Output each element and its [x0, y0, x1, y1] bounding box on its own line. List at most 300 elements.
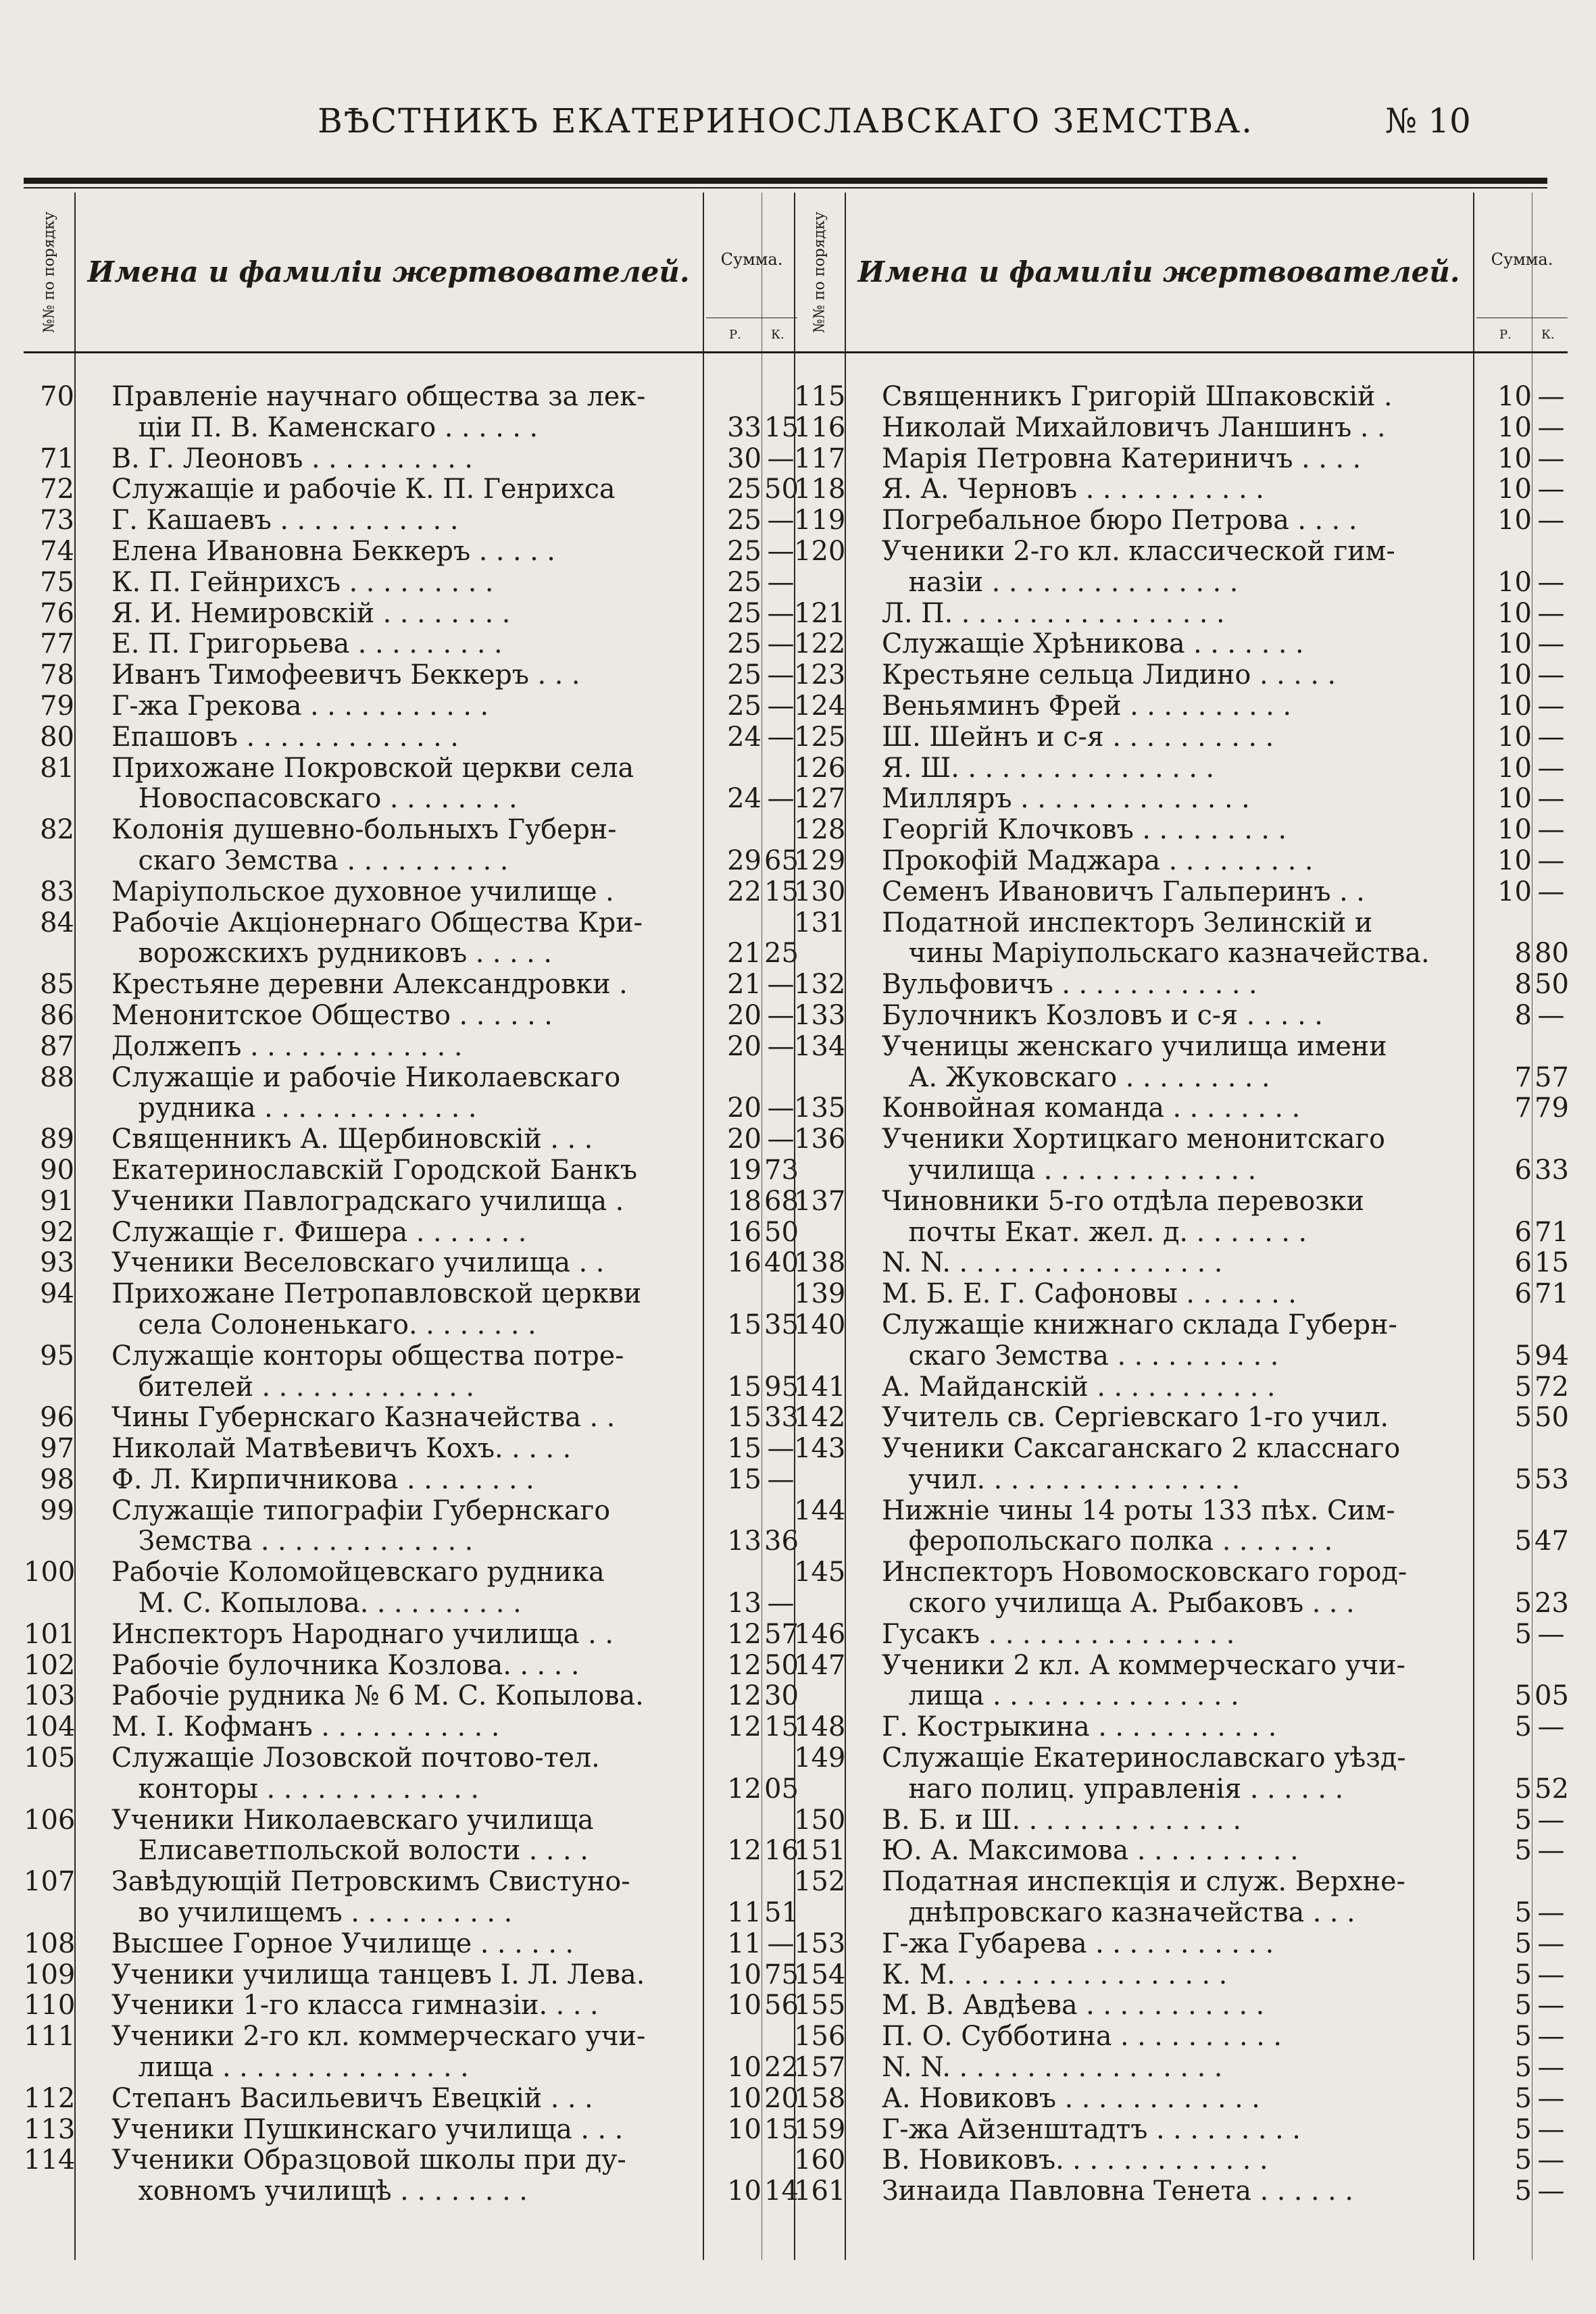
entry-number: 113 [24, 2113, 76, 2145]
donor-name [882, 2021, 1470, 2053]
entry-number: 142 [794, 1402, 846, 1434]
amount-rubles: 22 [727, 876, 762, 907]
donor-name [882, 382, 1470, 413]
amount-kopecks: 36 [764, 1526, 799, 1557]
donor-name [111, 1341, 699, 1403]
donor-row [794, 382, 1568, 413]
amount-kopecks: 71 [1535, 1216, 1569, 1248]
amount-rubles: 7 [1514, 1092, 1532, 1124]
donor-name-line: В. Новиковъ. . . . . . . . . . . . . [882, 2144, 1268, 2176]
amount-rubles: 29 [727, 845, 762, 876]
donor-row [24, 1032, 797, 1063]
kopecks-label: К. [771, 328, 784, 342]
donor-name [111, 1805, 699, 1867]
amount-rubles: 10 [1497, 721, 1532, 753]
amount-kopecks: 33 [1535, 1154, 1569, 1186]
donor-row [794, 1619, 1568, 1651]
entry-number: 152 [794, 1866, 846, 1898]
donor-name [111, 1155, 699, 1186]
donor-name [111, 1217, 699, 1249]
amount-kopecks: — [1537, 2082, 1565, 2114]
amount-rubles: 5 [1514, 1340, 1532, 1372]
amount-rubles: 5 [1514, 1588, 1532, 1619]
donor-name-line: учил. . . . . . . . . . . . . . . . [908, 1463, 1241, 1495]
donor-row [24, 1063, 797, 1125]
donor-name-line: Рабочіе Коломойцевскаго рудника [111, 1557, 605, 1588]
donor-row [794, 599, 1568, 630]
amount-rubles: 25 [727, 690, 762, 722]
amount-rubles: 8 [1514, 969, 1532, 1001]
amount-rubles: 10 [727, 2082, 762, 2114]
donor-row [794, 2115, 1568, 2146]
amount-kopecks: — [1537, 1959, 1565, 1990]
donor-name [882, 1867, 1470, 1929]
amount-kopecks: — [1537, 1711, 1565, 1743]
donor-row [794, 2053, 1568, 2084]
amount-kopecks: 57 [1535, 1061, 1569, 1093]
amount-kopecks: — [767, 1433, 795, 1465]
donor-name-line: Податной инспекторъ Зелинскій и [882, 907, 1373, 938]
amount-kopecks: — [1537, 505, 1565, 536]
donor-name-line: Учитель св. Сергіевскаго 1-го учил. [882, 1402, 1389, 1434]
donor-row [794, 1124, 1568, 1186]
donor-name-line: Елена Ивановна Беккеръ . . . . . [111, 535, 555, 567]
donor-row [24, 1465, 797, 1496]
donor-name-line: Булочникъ Козловъ и с-я . . . . . [882, 999, 1323, 1031]
donor-row [24, 2115, 797, 2146]
amount-kopecks: 22 [764, 2052, 799, 2084]
donor-name [882, 1805, 1470, 1836]
entry-number: 86 [40, 999, 74, 1031]
amount-rubles: 10 [1497, 845, 1532, 876]
donor-name [882, 2115, 1470, 2146]
donor-row [24, 1743, 797, 1805]
amount-kopecks: 50 [764, 1216, 799, 1248]
amount-rubles: 8 [1514, 999, 1532, 1031]
donor-name-line: Высшее Горное Училище . . . . . . [111, 1928, 574, 1959]
entry-number: 80 [40, 721, 74, 753]
donor-row [794, 2145, 1568, 2176]
donor-row [24, 474, 797, 505]
amount-kopecks: 15 [1535, 1247, 1569, 1279]
entry-number: 70 [40, 381, 74, 412]
donor-row [794, 753, 1568, 784]
donor-name [882, 413, 1470, 444]
amount-rubles: 8 [1514, 938, 1532, 970]
entry-number: 108 [24, 1928, 76, 1959]
donor-row [794, 691, 1568, 722]
amount-rubles: 25 [727, 597, 762, 629]
amount-rubles: 5 [1514, 1618, 1532, 1650]
donor-row [794, 2084, 1568, 2115]
donor-name-line: М. І. Кофманъ . . . . . . . . . . . [111, 1711, 500, 1743]
donor-row [794, 722, 1568, 753]
donor-name [111, 1743, 699, 1805]
entry-number: 124 [794, 690, 846, 722]
amount-rubles: 10 [1497, 566, 1532, 598]
amount-rubles: 10 [1497, 381, 1532, 412]
amount-rubles: 25 [727, 535, 762, 567]
donor-name-line: Рабочіе рудника № 6 М. С. Копылова. [111, 1680, 644, 1712]
donor-name [111, 599, 699, 630]
entry-number: 131 [794, 907, 846, 938]
donor-row [24, 1619, 797, 1651]
entry-number: 158 [794, 2082, 846, 2114]
header-bottom-rule [24, 351, 797, 353]
amount-kopecks: 68 [764, 1185, 799, 1217]
donor-name [882, 1279, 1470, 1310]
donor-name [882, 1743, 1470, 1805]
entry-number: 90 [40, 1154, 74, 1186]
entry-number: 116 [794, 411, 846, 443]
entry-number: 141 [794, 1371, 846, 1403]
donor-row [24, 1651, 797, 1682]
amount-kopecks: — [1537, 443, 1565, 474]
donor-row [24, 568, 797, 599]
entry-number: 146 [794, 1618, 846, 1650]
amount-kopecks: 50 [764, 1649, 799, 1681]
amount-rubles: 13 [727, 1526, 762, 1557]
donor-name-line: Я. И. Немировскій . . . . . . . . [111, 597, 511, 629]
donor-row [24, 1124, 797, 1155]
amount-rubles: 10 [1497, 752, 1532, 784]
amount-kopecks: 65 [764, 845, 799, 876]
donor-row [24, 1186, 797, 1217]
donor-row [24, 2145, 797, 2207]
donor-name-line: Ученики 2 кл. А коммерческаго учи- [882, 1649, 1405, 1681]
amount-kopecks: — [767, 1928, 795, 1959]
amount-kopecks: — [767, 1092, 795, 1124]
amount-kopecks: — [1537, 2175, 1565, 2207]
donor-row [794, 1805, 1568, 1836]
amount-rubles: 33 [727, 411, 762, 443]
amount-rubles: 5 [1514, 1804, 1532, 1836]
donor-row [794, 474, 1568, 505]
amount-rubles: 12 [727, 1711, 762, 1743]
amount-rubles: 11 [727, 1897, 762, 1929]
column-header-names: Имена и фамиліи жертвователей. [857, 255, 1460, 288]
donor-name-line: Ученики Николаевскаго училища [111, 1804, 594, 1836]
donor-name [111, 1186, 699, 1217]
amount-rubles: 15 [727, 1309, 762, 1340]
entry-number: 95 [40, 1340, 74, 1372]
entry-number: 160 [794, 2144, 846, 2176]
donor-name [111, 1248, 699, 1279]
donor-name-line: М. С. Копылова. . . . . . . . . . [138, 1588, 522, 1619]
entry-number: 147 [794, 1649, 846, 1681]
amount-kopecks: 57 [764, 1618, 799, 1650]
page-header [0, 101, 1596, 155]
entry-number: 107 [24, 1866, 76, 1898]
amount-kopecks: — [767, 443, 795, 474]
donor-row [24, 536, 797, 568]
amount-rubles: 16 [727, 1247, 762, 1279]
donor-name-line: Служащіе и рабочіе К. П. Генрихса [111, 474, 616, 505]
amount-rubles: 10 [1497, 411, 1532, 443]
entry-number: 121 [794, 597, 846, 629]
donor-row [24, 1990, 797, 2021]
amount-kopecks: — [1537, 2021, 1565, 2053]
donor-name [111, 1929, 699, 1960]
donor-row [794, 846, 1568, 877]
entry-number: 78 [40, 659, 74, 691]
donor-row [794, 1032, 1568, 1094]
donor-name-line: Священникъ Григорій Шпаковскій . [882, 381, 1393, 412]
donor-name-line: ского училища А. Рыбаковъ . . . [908, 1588, 1355, 1619]
column-header-currency [1476, 318, 1568, 352]
amount-rubles: 30 [727, 443, 762, 474]
donor-row [794, 1743, 1568, 1805]
donor-name [111, 444, 699, 475]
amount-kopecks: — [1537, 597, 1565, 629]
donor-name-line: ховномъ училищѣ . . . . . . . . [138, 2175, 528, 2207]
donor-row [24, 1248, 797, 1279]
amount-rubles: 5 [1514, 1463, 1532, 1495]
entry-number: 132 [794, 969, 846, 1001]
donor-name [111, 1960, 699, 1991]
donor-row [794, 1836, 1568, 1867]
donor-name-line: Семенъ Ивановичъ Гальперинъ . . [882, 876, 1365, 907]
donor-name [882, 1960, 1470, 1991]
amount-kopecks: 95 [764, 1371, 799, 1403]
amount-kopecks: — [1537, 2144, 1565, 2176]
donor-row [24, 1217, 797, 1249]
amount-kopecks: 73 [764, 1154, 799, 1186]
entry-number: 109 [24, 1959, 76, 1990]
donor-name [882, 846, 1470, 877]
donor-name-line: Ученики Веселовскаго училища . . [111, 1247, 605, 1279]
donor-name [111, 722, 699, 753]
donor-name [882, 505, 1470, 536]
donor-row [794, 1712, 1568, 1743]
entry-number: 120 [794, 535, 846, 567]
amount-kopecks: — [767, 999, 795, 1031]
amount-kopecks: — [767, 690, 795, 722]
donor-name-line: лища . . . . . . . . . . . . . . . [138, 2052, 469, 2084]
amount-kopecks: — [767, 659, 795, 691]
donor-name-line: В. Г. Леоновъ . . . . . . . . . . [111, 443, 473, 474]
donor-name-line: Гусакъ . . . . . . . . . . . . . . . [882, 1618, 1235, 1650]
donor-row [24, 1805, 797, 1867]
donor-name-line: Новоспасовскаго . . . . . . . . [138, 783, 518, 815]
entry-number: 134 [794, 1030, 846, 1062]
donor-name-line: Податная инспекція и служ. Верхне- [882, 1866, 1405, 1898]
donor-name-line: села Солоненькаго. . . . . . . . [138, 1309, 537, 1340]
donor-name [111, 1124, 699, 1155]
entry-number: 144 [794, 1494, 846, 1526]
donor-name-line: Я. А. Черновъ . . . . . . . . . . . [882, 474, 1264, 505]
amount-kopecks: 15 [764, 2113, 799, 2145]
donor-name-line: Прихожане Петропавловской церкви [111, 1278, 642, 1310]
amount-kopecks: 15 [764, 1711, 799, 1743]
amount-kopecks: — [1537, 381, 1565, 412]
donor-name-line: Маріупольское духовное училище . [111, 876, 614, 907]
entry-number: 102 [24, 1649, 76, 1681]
amount-rubles: 25 [727, 505, 762, 536]
amount-rubles: 20 [727, 1124, 762, 1155]
amount-rubles: 18 [727, 1185, 762, 1217]
amount-kopecks: 75 [764, 1959, 799, 1990]
donor-name-line: Прокофій Маджара . . . . . . . . . [882, 845, 1314, 876]
entry-number: 135 [794, 1092, 846, 1124]
donor-name [882, 908, 1470, 970]
donor-name [882, 1929, 1470, 1960]
donor-name [111, 1681, 699, 1712]
entry-number: 88 [40, 1061, 74, 1093]
donor-row [794, 1651, 1568, 1713]
amount-kopecks: — [1537, 659, 1565, 691]
amount-rubles: 10 [1497, 628, 1532, 660]
donor-row [24, 1867, 797, 1929]
entry-number: 85 [40, 969, 74, 1001]
entry-number: 119 [794, 505, 846, 536]
donor-name [111, 1712, 699, 1743]
donor-row [794, 2021, 1568, 2053]
donor-name-line: Веньяминъ Фрей . . . . . . . . . . [882, 690, 1292, 722]
amount-rubles: 19 [727, 1154, 762, 1186]
amount-kopecks: 14 [764, 2175, 799, 2207]
donor-name [882, 2053, 1470, 2084]
donor-name [111, 2145, 699, 2207]
amount-kopecks: 79 [1535, 1092, 1569, 1124]
donor-row [794, 2176, 1568, 2207]
donor-name-line: А. Жуковскаго . . . . . . . . . [908, 1061, 1270, 1093]
donor-row [24, 2084, 797, 2115]
donor-name [882, 1310, 1470, 1372]
donor-name [111, 691, 699, 722]
entry-number: 84 [40, 907, 74, 938]
donor-row [24, 815, 797, 877]
donor-name-line: Степанъ Васильевичъ Евецкій . . . [111, 2082, 593, 2114]
donor-name-line: Правленіе научнаго общества за лек- [111, 381, 646, 412]
entry-number: 161 [794, 2175, 846, 2207]
donor-name-line: бителей . . . . . . . . . . . . . [138, 1371, 474, 1403]
entry-number: 89 [40, 1124, 74, 1155]
amount-kopecks: 15 [764, 876, 799, 907]
donor-name-line: лища . . . . . . . . . . . . . . . [908, 1680, 1239, 1712]
column-header-number: №№ по порядку [41, 211, 57, 333]
donor-row [794, 1929, 1568, 1960]
donor-name-line: Служащіе Екатеринославскаго уѣзд- [882, 1742, 1406, 1774]
amount-rubles: 5 [1514, 1711, 1532, 1743]
amount-kopecks: — [1537, 474, 1565, 505]
donor-name [882, 1186, 1470, 1249]
amount-rubles: 5 [1514, 2113, 1532, 2145]
donor-row [794, 660, 1568, 691]
donor-name-line: Николай Михайловичъ Ланшинъ . . [882, 411, 1386, 443]
entry-number: 139 [794, 1278, 846, 1310]
entry-number: 122 [794, 628, 846, 660]
donor-name [882, 1093, 1470, 1124]
amount-rubles: 5 [1514, 1402, 1532, 1434]
kopecks-label: К. [1541, 328, 1555, 342]
amount-rubles: 6 [1514, 1216, 1532, 1248]
amount-rubles: 16 [727, 1216, 762, 1248]
entry-number: 114 [24, 2144, 76, 2176]
entry-number: 92 [40, 1216, 74, 1248]
amount-kopecks: 35 [764, 1309, 799, 1340]
amount-rubles: 24 [727, 721, 762, 753]
donor-name-line: Иванъ Тимофеевичъ Беккеръ . . . [111, 659, 580, 691]
column-header-sum: Сумма. [1491, 250, 1553, 269]
amount-rubles: 5 [1514, 1680, 1532, 1712]
donor-name [111, 908, 699, 970]
amount-rubles: 25 [727, 474, 762, 505]
donor-name-line: чины Маріупольскаго казначейства. [908, 938, 1430, 970]
entry-number: 150 [794, 1804, 846, 1836]
rubles-label: Р. [1499, 328, 1512, 342]
issue-number: № 10 [1385, 101, 1471, 141]
donor-name [882, 1712, 1470, 1743]
donor-name-line: рудника . . . . . . . . . . . . . [138, 1092, 477, 1124]
amount-rubles: 11 [727, 1928, 762, 1959]
donor-name-line: Служащіе Хрѣникова . . . . . . . [882, 628, 1304, 660]
donor-name-line: Милляръ . . . . . . . . . . . . . . [882, 783, 1250, 815]
donor-name-line: Инспекторъ Народнаго училища . . [111, 1618, 614, 1650]
donor-name-line: Ученики училища танцевъ І. Л. Лева. [111, 1959, 645, 1990]
donor-name-line: Священникъ А. Щербиновскій . . . [111, 1124, 593, 1155]
donor-name [882, 691, 1470, 722]
donor-name-line: А. Новиковъ . . . . . . . . . . . . [882, 2082, 1260, 2114]
donor-name [882, 2145, 1470, 2176]
donor-row [24, 1712, 797, 1743]
amount-rubles: 10 [1497, 690, 1532, 722]
donor-name [882, 1248, 1470, 1279]
amount-rubles: 10 [1497, 876, 1532, 907]
journal-title: ВѢСТНИКЪ ЕКАТЕРИНОСЛАВСКАГО ЗЕМСТВА. [318, 101, 1254, 141]
donor-name [111, 1279, 699, 1341]
donor-name [882, 629, 1470, 660]
amount-rubles: 6 [1514, 1278, 1532, 1310]
right-column [794, 193, 1568, 2260]
donor-row [24, 629, 797, 660]
donor-name-line: А. Майданскій . . . . . . . . . . . [882, 1371, 1276, 1403]
donor-name [882, 1032, 1470, 1094]
amount-kopecks: 47 [1535, 1526, 1569, 1557]
column-header-currency [706, 318, 797, 352]
donor-row [24, 1557, 797, 1619]
donor-name [882, 1372, 1470, 1403]
amount-kopecks: — [1537, 1618, 1565, 1650]
amount-kopecks: — [1537, 1897, 1565, 1929]
donor-name [111, 1465, 699, 1496]
entry-number: 117 [794, 443, 846, 474]
entry-number: 87 [40, 1030, 74, 1062]
entry-number: 71 [40, 443, 74, 474]
amount-rubles: 10 [727, 2175, 762, 2207]
donor-name [882, 1651, 1470, 1713]
donor-name-line: Чиновники 5-го отдѣла перевозки [882, 1185, 1364, 1217]
donor-name-line: Конвойная команда . . . . . . . . [882, 1092, 1301, 1124]
amount-rubles: 10 [1497, 783, 1532, 815]
amount-rubles: 5 [1514, 1835, 1532, 1867]
amount-kopecks: — [767, 1030, 795, 1062]
amount-kopecks: — [767, 628, 795, 660]
donor-row [794, 1279, 1568, 1310]
donor-name [111, 629, 699, 660]
amount-rubles: 10 [1497, 443, 1532, 474]
amount-rubles: 21 [727, 938, 762, 970]
amount-rubles: 12 [727, 1618, 762, 1650]
donor-name-line: конторы . . . . . . . . . . . . . [138, 1773, 479, 1805]
donor-name-line: Ученики 2-го кл. классической гим- [882, 535, 1395, 567]
amount-rubles: 5 [1514, 1990, 1532, 2021]
donor-name-line: П. О. Субботина . . . . . . . . . . [882, 2021, 1282, 2053]
donor-name-line: Елисаветпольской волости . . . . [138, 1835, 589, 1867]
amount-rubles: 20 [727, 1092, 762, 1124]
entry-number: 82 [40, 814, 74, 846]
donor-name-line: Крестьяне деревни Александровки . [111, 969, 628, 1001]
